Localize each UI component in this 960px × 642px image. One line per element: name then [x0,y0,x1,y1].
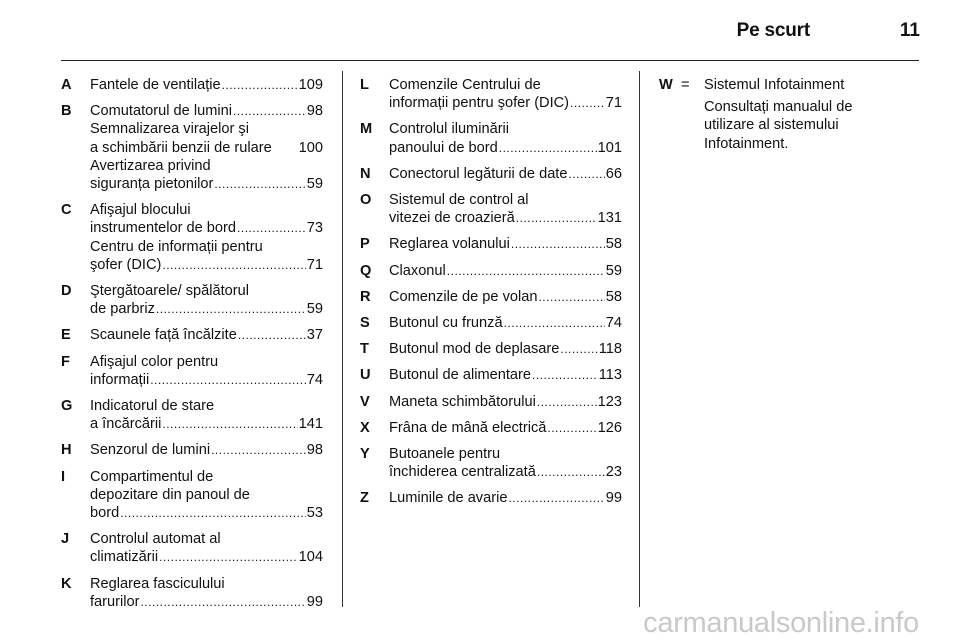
index-entry-a [61,76,323,94]
page-reference: 73 [306,220,323,237]
entry-line [90,326,323,344]
dot-leader [516,209,597,227]
entry-letter: H [61,442,72,459]
entry-text: Comutatorul de lumini [90,103,232,120]
page-reference: 58 [605,288,622,305]
index-entry-e [61,326,323,344]
index-entry-t [360,340,622,358]
page-reference: 99 [306,593,323,610]
page-reference: 109 [298,77,323,93]
entry-line [90,256,323,274]
entry-text: Controlul automat al [90,531,221,548]
dot-leader [537,463,605,481]
entry-text: Comenzile Centrului de [389,77,541,93]
entry-text: informații pentru şofer (DIC) [389,95,570,112]
dot-leader [538,288,604,306]
entry-line [389,288,622,306]
entry-text: Claxonul [389,262,446,279]
page-reference: 53 [306,505,323,522]
page-reference: 100 [298,139,323,156]
entry-text: farurilor [90,593,140,610]
index-entry-o [360,191,622,227]
dot-leader [140,593,305,611]
index-column-3 [659,76,909,153]
dot-leader [211,441,306,459]
dot-leader [214,175,305,193]
page-reference: 126 [597,419,622,436]
dot-leader [499,139,597,157]
entry-text: Comenzile de pe volan [389,288,538,305]
entry-text: Indicatorul de stare [90,398,215,415]
dot-leader [222,76,298,94]
dot-leader [120,504,306,522]
entry-line [389,366,622,384]
dot-leader [511,235,605,253]
page-reference: 59 [306,301,323,318]
entry-text: Avertizarea privind [90,157,211,174]
note-line: Consultați manualul de [704,99,853,116]
entry-note [704,98,909,153]
entry-line [389,262,622,280]
entry-text: siguranța pietonilor [90,176,214,193]
dot-leader [237,219,306,237]
entry-line [90,300,323,318]
page-reference: 58 [605,236,622,253]
entry-letter: P [360,236,370,253]
entry-letter: G [61,398,73,415]
entry-line [389,419,622,437]
dot-leader [156,300,306,318]
dot-leader [233,102,306,120]
index-entry-g [61,397,323,433]
watermark: carmanualsonline.info [643,607,919,639]
index-column-2 [360,76,622,516]
dot-leader [570,94,605,112]
entry-line [90,371,323,389]
entry-letter: V [360,393,370,410]
entry-text: Reglarea volanului [389,236,510,253]
entry-text: vitezei de croazieră [389,210,515,227]
entry-text: şofer (DIC) [90,256,162,273]
dot-leader [447,262,605,280]
entry-text: Maneta schimbătorului [389,393,536,410]
page-reference: 131 [597,210,622,227]
page-reference: 71 [605,95,622,112]
entry-letter: U [360,367,371,384]
entry-text: Afişajul color pentru [90,353,219,370]
dot-leader [238,326,306,344]
page-reference: 37 [306,327,323,344]
index-entry-z [360,489,622,507]
dot-leader [162,415,297,433]
header-divider [61,60,919,61]
dot-leader [532,366,598,384]
entry-text: de parbriz [90,301,155,318]
entry-letter: R [360,288,371,305]
index-column-1 [61,76,323,619]
index-entry-s [360,314,622,332]
dot-leader [162,256,305,274]
page-reference: 66 [605,165,622,182]
entry-letter: J [61,531,70,548]
index-entry-n [360,165,622,183]
entry-text: a schimbării benzii de rulare [90,139,272,156]
entry-letter: N [360,165,371,182]
entry-line [389,165,622,183]
page-title: Pe scurt [736,20,810,41]
page-number: 11 [899,20,920,41]
entry-line [389,235,622,253]
dot-leader [159,548,298,566]
entry-letter: X [360,419,370,436]
entry-title: Sistemul Infotainment [704,77,845,93]
index-entry-c [61,201,323,274]
entry-text: climatizării [90,549,159,566]
dot-leader [150,371,306,389]
entry-text: Butonul mod de deplasare [389,341,560,358]
entry-text: Conectorul legăturii de date [389,165,568,182]
entry-line [90,548,323,566]
index-entry-f [61,353,323,389]
index-entry-p [360,235,622,253]
page-reference: 141 [298,416,323,433]
entry-separator: = [681,77,690,93]
entry-text: Afişajul blocului [90,202,191,219]
entry-letter: F [61,353,70,370]
entry-text: Compartimentul de [90,468,214,485]
dot-leader [504,314,605,332]
index-entry-q [360,262,622,280]
entry-text: panoului de bord [389,139,498,156]
entry-line [389,393,622,411]
entry-line [90,219,323,237]
entry-line [389,489,622,507]
page-reference: 59 [306,176,323,193]
entry-letter: Q [360,262,372,279]
entry-text: Scaunele față încălzite [90,327,237,344]
entry-line [389,463,622,481]
entry-line [90,504,323,522]
page-reference: 23 [605,464,622,481]
column-divider-1 [342,71,343,607]
page-reference: 98 [306,442,323,459]
index-entry-r [360,288,622,306]
page-reference: 113 [598,367,622,384]
entry-line [389,139,622,157]
entry-text: Controlul iluminării [389,121,510,138]
entry-line [389,209,622,227]
entry-text: închiderea centralizată [389,464,536,481]
page-reference: 104 [298,549,323,566]
index-entry-x [360,419,622,437]
column-divider-2 [639,71,640,607]
entry-letter: Z [360,490,369,507]
dot-leader [508,489,604,507]
entry-text: informații [90,371,150,388]
entry-text: Semnalizarea virajelor şi [90,121,249,138]
entry-letter: K [61,575,72,592]
entry-text: Butonul de alimentare [389,367,531,384]
entry-text: bord [90,505,120,522]
entry-line [90,441,323,459]
entry-text: depozitare din panoul de [90,486,250,503]
entry-text: a încărcării [90,416,162,433]
index-entry-b [61,102,323,193]
dot-leader [547,419,596,437]
entry-line [90,415,323,433]
index-entry-k [61,575,323,611]
page-reference: 74 [605,315,622,332]
entry-text: Frâna de mână electrică [389,419,547,436]
index-entry-d [61,282,323,318]
dot-leader [568,165,604,183]
index-entry-h [61,441,323,459]
index-entry-i [61,468,323,523]
entry-line [389,340,622,358]
entry-letter: S [360,315,370,332]
entry-text: Fantele de ventilație [90,77,221,93]
entry-letter: L [360,77,369,93]
page-reference: 74 [306,371,323,388]
page-reference: 118 [598,341,622,358]
entry-text: Centru de informații pentru [90,238,263,255]
note-line: utilizare al sistemului [704,117,839,134]
page-reference: 99 [605,490,622,507]
entry-text: Ştergătoarele/ spălătorul [90,283,250,300]
entry-text: instrumentelor de bord [90,220,237,237]
index-entry-u [360,366,622,384]
entry-letter: E [61,327,71,344]
entry-line [389,94,622,112]
index-entry-m [360,120,622,156]
entry-letter: C [61,202,72,219]
entry-line [90,593,323,611]
entry-letter: Y [360,446,370,463]
entry-text: Senzorul de lumini [90,442,211,459]
entry-line [90,76,323,94]
dot-leader [560,340,597,358]
entry-line [90,139,323,157]
entry-text: Luminile de avarie [389,490,508,507]
entry-letter: W [659,77,673,93]
entry-letter: I [61,468,66,485]
entry-line [90,175,323,193]
entry-letter: B [61,103,72,120]
entry-text: Reglarea fasciculului [90,575,225,592]
page-reference: 123 [597,393,622,410]
entry-text: Butonul cu frunză [389,315,503,332]
entry-text: Butoanele pentru [389,446,501,463]
entry-letter: M [360,121,373,138]
entry-letter: O [360,192,372,209]
entry-text: Sistemul de control al [389,192,529,209]
page-reference: 101 [597,139,622,156]
page-reference: 71 [306,256,323,273]
index-entry-w [659,76,909,153]
index-entry-j [61,530,323,566]
note-line: Infotainment. [704,135,789,152]
page-reference: 59 [605,262,622,279]
entry-letter: T [360,341,369,358]
entry-line [90,102,323,120]
entry-letter: D [61,283,72,300]
dot-leader [537,393,597,411]
index-entry-y [360,445,622,481]
page-reference: 98 [306,103,323,120]
entry-line [389,314,622,332]
index-entry-v [360,393,622,411]
index-entry-l [360,76,622,112]
entry-letter: A [61,77,72,93]
